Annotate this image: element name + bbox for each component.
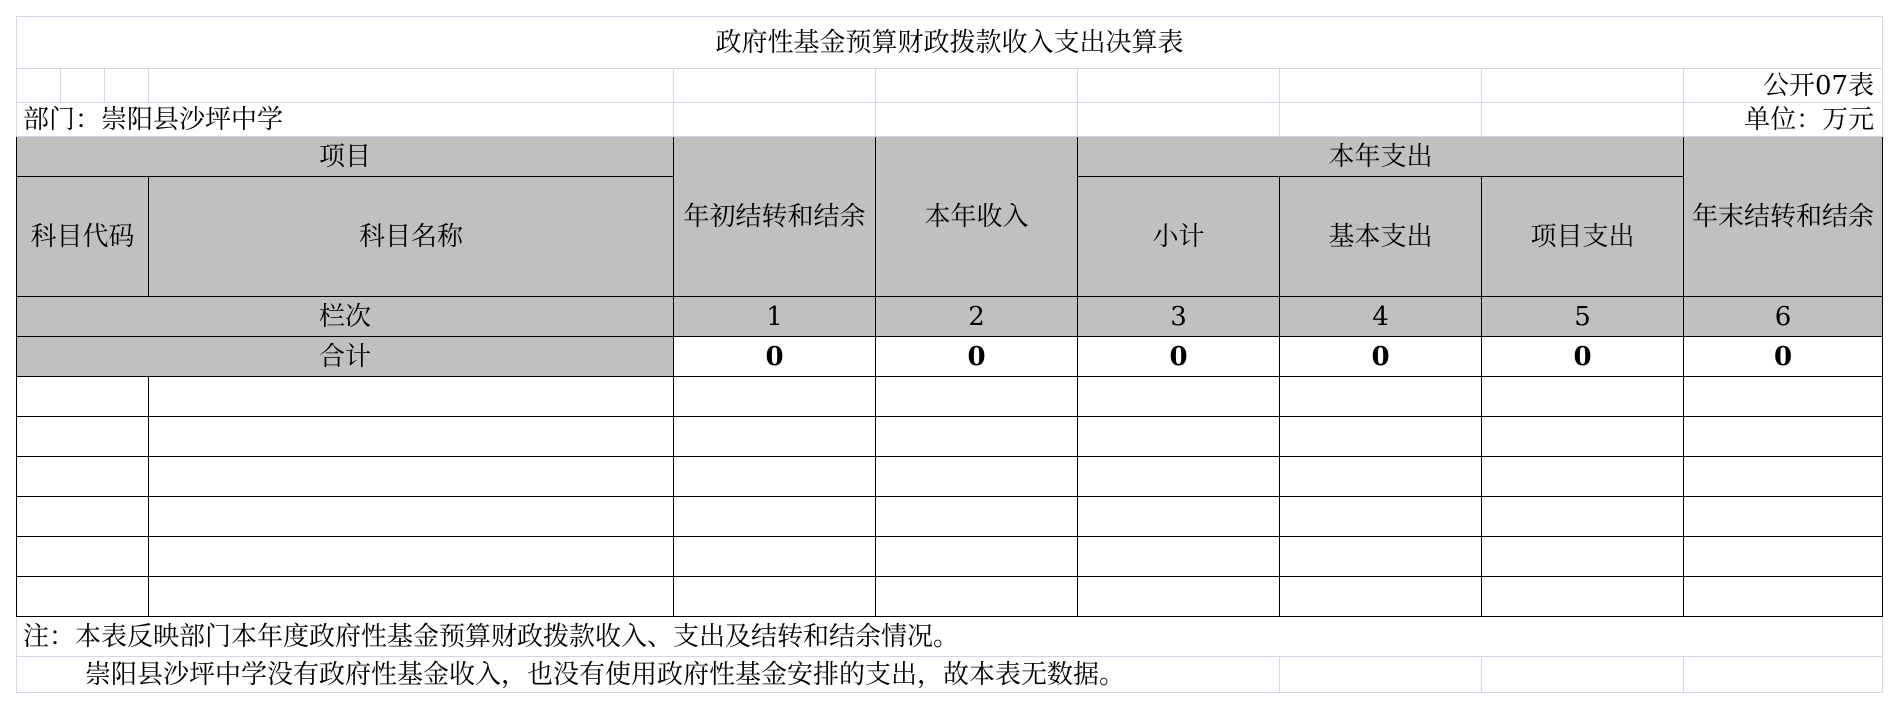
column-index-6: 6 [1684, 297, 1883, 337]
column-index-3: 3 [1078, 297, 1280, 337]
table-row [17, 377, 1883, 417]
total-value-5: 0 [1482, 337, 1684, 377]
table-row [17, 417, 1883, 457]
table-row [17, 457, 1883, 497]
total-value-4: 0 [1280, 337, 1482, 377]
header-subject-name: 科目名称 [149, 177, 674, 297]
header-year-expense: 本年支出 [1078, 137, 1684, 177]
total-value-2: 0 [876, 337, 1078, 377]
form-number: 公开07表 [1684, 69, 1883, 103]
column-index-1: 1 [674, 297, 876, 337]
column-index-5: 5 [1482, 297, 1684, 337]
header-basic-expense: 基本支出 [1280, 177, 1482, 297]
header-project-expense: 项目支出 [1482, 177, 1684, 297]
header-begin-balance: 年初结转和结余 [674, 137, 876, 297]
header-year-income: 本年收入 [876, 137, 1078, 297]
unit-label: 单位：万元 [1684, 103, 1883, 137]
header-subtotal: 小计 [1078, 177, 1280, 297]
total-value-3: 0 [1078, 337, 1280, 377]
total-value-6: 0 [1684, 337, 1883, 377]
column-index-label: 栏次 [17, 297, 674, 337]
header-project: 项目 [17, 137, 674, 177]
note-line-1: 注：本表反映部门本年度政府性基金预算财政拨款收入、支出及结转和结余情况。 [17, 617, 1883, 657]
header-subject-code: 科目代码 [17, 177, 149, 297]
budget-table [16, 16, 1883, 693]
header-end-balance: 年末结转和结余 [1684, 137, 1883, 297]
column-index-4: 4 [1280, 297, 1482, 337]
page-title: 政府性基金预算财政拨款收入支出决算表 [17, 17, 1883, 69]
table-row [17, 497, 1883, 537]
table-row [17, 577, 1883, 617]
column-index-2: 2 [876, 297, 1078, 337]
total-value-1: 0 [674, 337, 876, 377]
table-row [17, 537, 1883, 577]
note-line-2: 崇阳县沙坪中学没有政府性基金收入，也没有使用政府性基金安排的支出，故本表无数据。 [17, 657, 1280, 693]
total-label: 合计 [17, 337, 674, 377]
budget-sheet [16, 16, 1882, 693]
department-label: 部门：崇阳县沙坪中学 [17, 103, 674, 137]
